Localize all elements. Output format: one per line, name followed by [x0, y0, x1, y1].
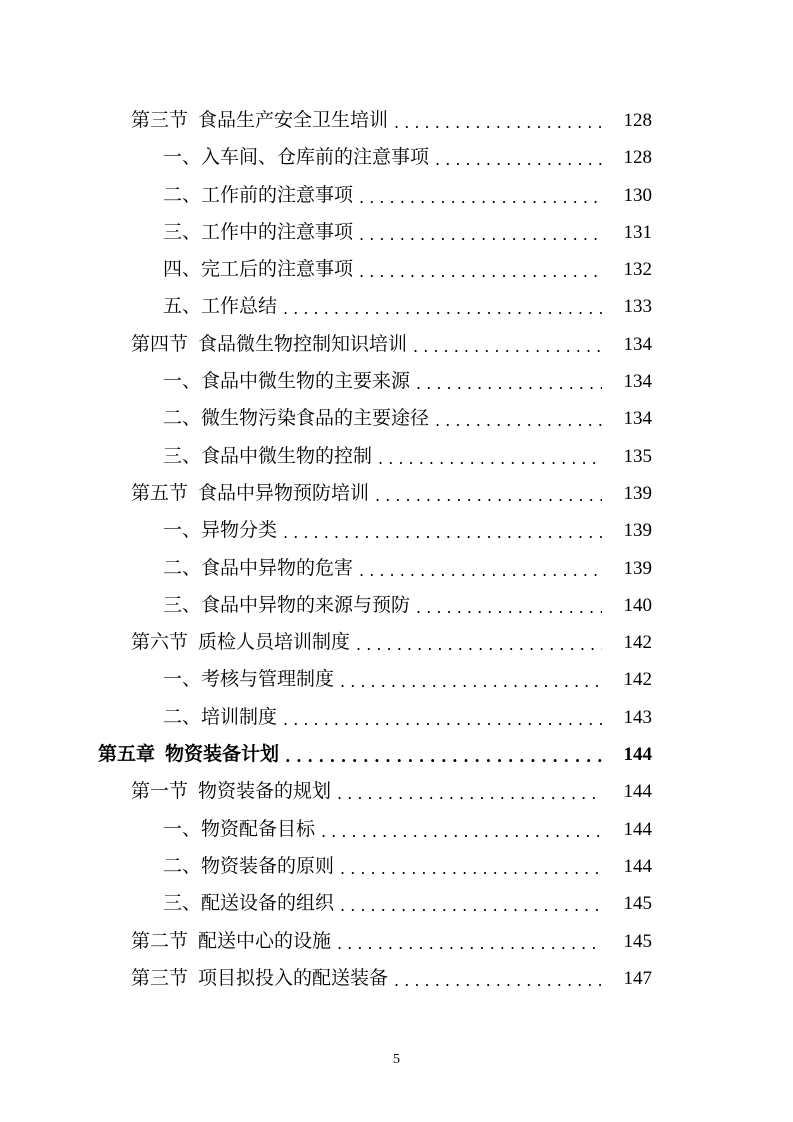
dot-leader [340, 663, 602, 700]
toc-entry-title [98, 736, 279, 773]
toc-entry-label: 微生物污染食品的主要途径 [201, 407, 430, 430]
toc-entry-label: 配送中心的设施 [198, 929, 332, 952]
dot-leader [321, 813, 602, 850]
toc-entry-title [163, 438, 372, 475]
toc-entry-number: 一、 [163, 146, 202, 169]
toc-entry-number: 一、 [163, 370, 202, 393]
toc-entry-label: 食品微生物控制知识培训 [198, 332, 408, 355]
page-number: 5 [393, 1052, 400, 1067]
toc-entry-item[interactable] [0, 400, 793, 437]
toc-page-number: 144 [623, 818, 652, 840]
toc-entry-section[interactable] [0, 923, 793, 960]
toc-entry-item[interactable] [0, 587, 793, 624]
toc-entry-number: 第二节 [131, 929, 189, 952]
toc-page-number: 145 [623, 893, 652, 915]
toc-entry-number: 二、 [163, 705, 202, 728]
toc-entry-title [163, 400, 429, 437]
toc-entry-label: 食品中微生物的主要来源 [201, 370, 411, 393]
toc-entry-title [163, 550, 353, 587]
toc-page-number: 139 [623, 557, 652, 579]
toc-entry-title [163, 699, 277, 736]
toc-entry-item[interactable] [0, 848, 793, 885]
toc-entry-label: 物资装备计划 [165, 743, 280, 766]
dot-leader [283, 290, 602, 327]
toc-entry-number: 二、 [163, 854, 202, 877]
toc-entry-title [163, 848, 334, 885]
toc-entry-title [163, 811, 315, 848]
toc-page-number: 134 [623, 371, 652, 393]
toc-entry-label: 食品中异物预防培训 [198, 481, 370, 504]
toc-entry-label: 食品中异物的危害 [201, 556, 354, 579]
toc-entry-title [163, 587, 410, 624]
toc-entry-title [131, 326, 407, 363]
toc-entry-section[interactable] [0, 960, 793, 997]
toc-entry-item[interactable] [0, 811, 793, 848]
toc-page-number: 131 [623, 221, 652, 243]
toc-entry-item[interactable] [0, 214, 793, 251]
toc-page-number: 128 [623, 110, 652, 131]
toc-entry-number: 三、 [163, 444, 202, 467]
toc-page-number: 144 [623, 744, 652, 766]
toc-entry-label: 物资配备目标 [201, 817, 316, 840]
toc-entry-label: 食品中微生物的控制 [201, 444, 373, 467]
toc-entry-item[interactable] [0, 550, 793, 587]
toc-page-number: 140 [623, 594, 652, 616]
toc-entry-number: 一、 [163, 519, 202, 542]
toc-entry-section[interactable] [0, 773, 793, 810]
toc-page-number: 147 [623, 967, 652, 989]
dot-leader [375, 477, 602, 514]
toc-page-number: 144 [623, 855, 652, 877]
toc-entry-label: 异物分类 [201, 519, 278, 542]
toc-entry-item[interactable] [0, 661, 793, 698]
dot-leader [340, 850, 602, 887]
toc-entry-label: 食品中异物的来源与预防 [201, 593, 411, 616]
toc-entry-title [163, 177, 353, 214]
toc-entry-number: 二、 [163, 183, 202, 206]
toc-entry-title [131, 102, 388, 139]
dot-leader [435, 402, 602, 439]
toc-page-number: 135 [623, 445, 652, 467]
toc-entry-title [163, 251, 353, 288]
dot-leader [337, 925, 602, 962]
toc-entry-label: 物资装备的原则 [201, 854, 335, 877]
dot-leader [359, 179, 602, 216]
dot-leader [359, 216, 602, 253]
toc-entry-number: 三、 [163, 220, 202, 243]
toc-entry-section[interactable] [0, 475, 793, 512]
toc-entry-title [163, 885, 334, 922]
toc-page-number: 142 [623, 632, 652, 654]
toc-entry-title [163, 512, 277, 549]
toc-entry-number: 第四节 [131, 332, 189, 355]
toc-entry-label: 培训制度 [201, 705, 278, 728]
toc-page-number: 145 [623, 930, 652, 952]
toc-entry-number: 第五章 [98, 743, 156, 766]
dot-leader [285, 738, 602, 775]
toc-entry-title [131, 773, 331, 810]
toc-entry-number: 五、 [163, 295, 202, 318]
toc-entry-title [131, 923, 331, 960]
toc-page-number: 142 [623, 669, 652, 691]
toc-entry-section[interactable] [0, 326, 793, 363]
toc-entry-title [163, 661, 334, 698]
toc-page-number: 139 [623, 482, 652, 504]
dot-leader [356, 626, 602, 663]
toc-entry-item[interactable] [0, 288, 793, 325]
toc-entry-label: 完工后的注意事项 [201, 258, 354, 281]
toc-entry-number: 一、 [163, 668, 202, 691]
toc-entry-number: 四、 [163, 258, 202, 281]
toc-entry-number: 二、 [163, 556, 202, 579]
toc-page-number: 134 [623, 408, 652, 430]
dot-leader [416, 589, 602, 626]
toc-page-number: 139 [623, 520, 652, 542]
toc-page-number: 128 [623, 147, 652, 169]
dot-leader [416, 365, 602, 402]
toc-entry-item[interactable] [0, 885, 793, 922]
toc-entry-title [163, 288, 277, 325]
toc-entry-number: 第五节 [131, 481, 189, 504]
toc-entry-title [131, 624, 350, 661]
toc-entry-title [131, 475, 369, 512]
toc-entry-label: 食品生产安全卫生培训 [198, 109, 389, 131]
dot-leader [394, 104, 602, 141]
toc-page-number: 134 [623, 333, 652, 355]
toc-entry-label: 配送设备的组织 [201, 892, 335, 915]
toc-entry-number: 一、 [163, 817, 202, 840]
toc-entry-item[interactable] [0, 139, 793, 176]
dot-leader [337, 775, 602, 812]
toc-entry-item[interactable] [0, 512, 793, 549]
toc-entry-number: 二、 [163, 407, 202, 430]
toc-page-number: 132 [623, 259, 652, 281]
toc-page-number: 133 [623, 296, 652, 318]
toc-entry-number: 第三节 [131, 109, 189, 131]
toc-entry-item[interactable] [0, 699, 793, 736]
toc-entry-label: 入车间、仓库前的注意事项 [201, 146, 430, 169]
toc-entry-section[interactable] [0, 102, 793, 139]
toc-entry-item[interactable] [0, 363, 793, 400]
dot-leader [283, 514, 602, 551]
dot-leader [435, 141, 602, 178]
toc-entry-label: 项目拟投入的配送装备 [198, 966, 389, 989]
dot-leader [359, 552, 602, 589]
toc-entry-label: 质检人员培训制度 [198, 631, 351, 654]
toc-entry-number: 第六节 [131, 631, 189, 654]
toc-entry-title [131, 960, 388, 997]
toc-entry-chapter[interactable] [0, 736, 793, 773]
toc-entry-title [163, 139, 429, 176]
dot-leader [340, 887, 602, 924]
toc-page-number: 144 [623, 781, 652, 803]
dot-leader [283, 701, 602, 738]
toc-entry-label: 物资装备的规划 [198, 780, 332, 803]
dot-leader [378, 440, 602, 477]
toc-entry-title [163, 363, 410, 400]
toc-entry-label: 工作总结 [201, 295, 278, 318]
toc-entry-item[interactable] [0, 177, 793, 214]
toc-entry-number: 三、 [163, 593, 202, 616]
toc-entry-number: 第三节 [131, 966, 189, 989]
toc-entry-section[interactable] [0, 624, 793, 661]
toc-page-number: 130 [623, 184, 652, 206]
dot-leader [394, 962, 602, 999]
table-of-contents [0, 102, 793, 997]
toc-entry-label: 工作前的注意事项 [201, 183, 354, 206]
toc-page-number: 143 [623, 706, 652, 728]
dot-leader [359, 253, 602, 290]
toc-entry-number: 三、 [163, 892, 202, 915]
dot-leader [413, 328, 602, 365]
toc-entry-label: 工作中的注意事项 [201, 220, 354, 243]
toc-entry-item[interactable] [0, 438, 793, 475]
toc-entry-item[interactable] [0, 251, 793, 288]
toc-entry-title [163, 214, 353, 251]
toc-entry-label: 考核与管理制度 [201, 668, 335, 691]
toc-entry-number: 第一节 [131, 780, 189, 803]
